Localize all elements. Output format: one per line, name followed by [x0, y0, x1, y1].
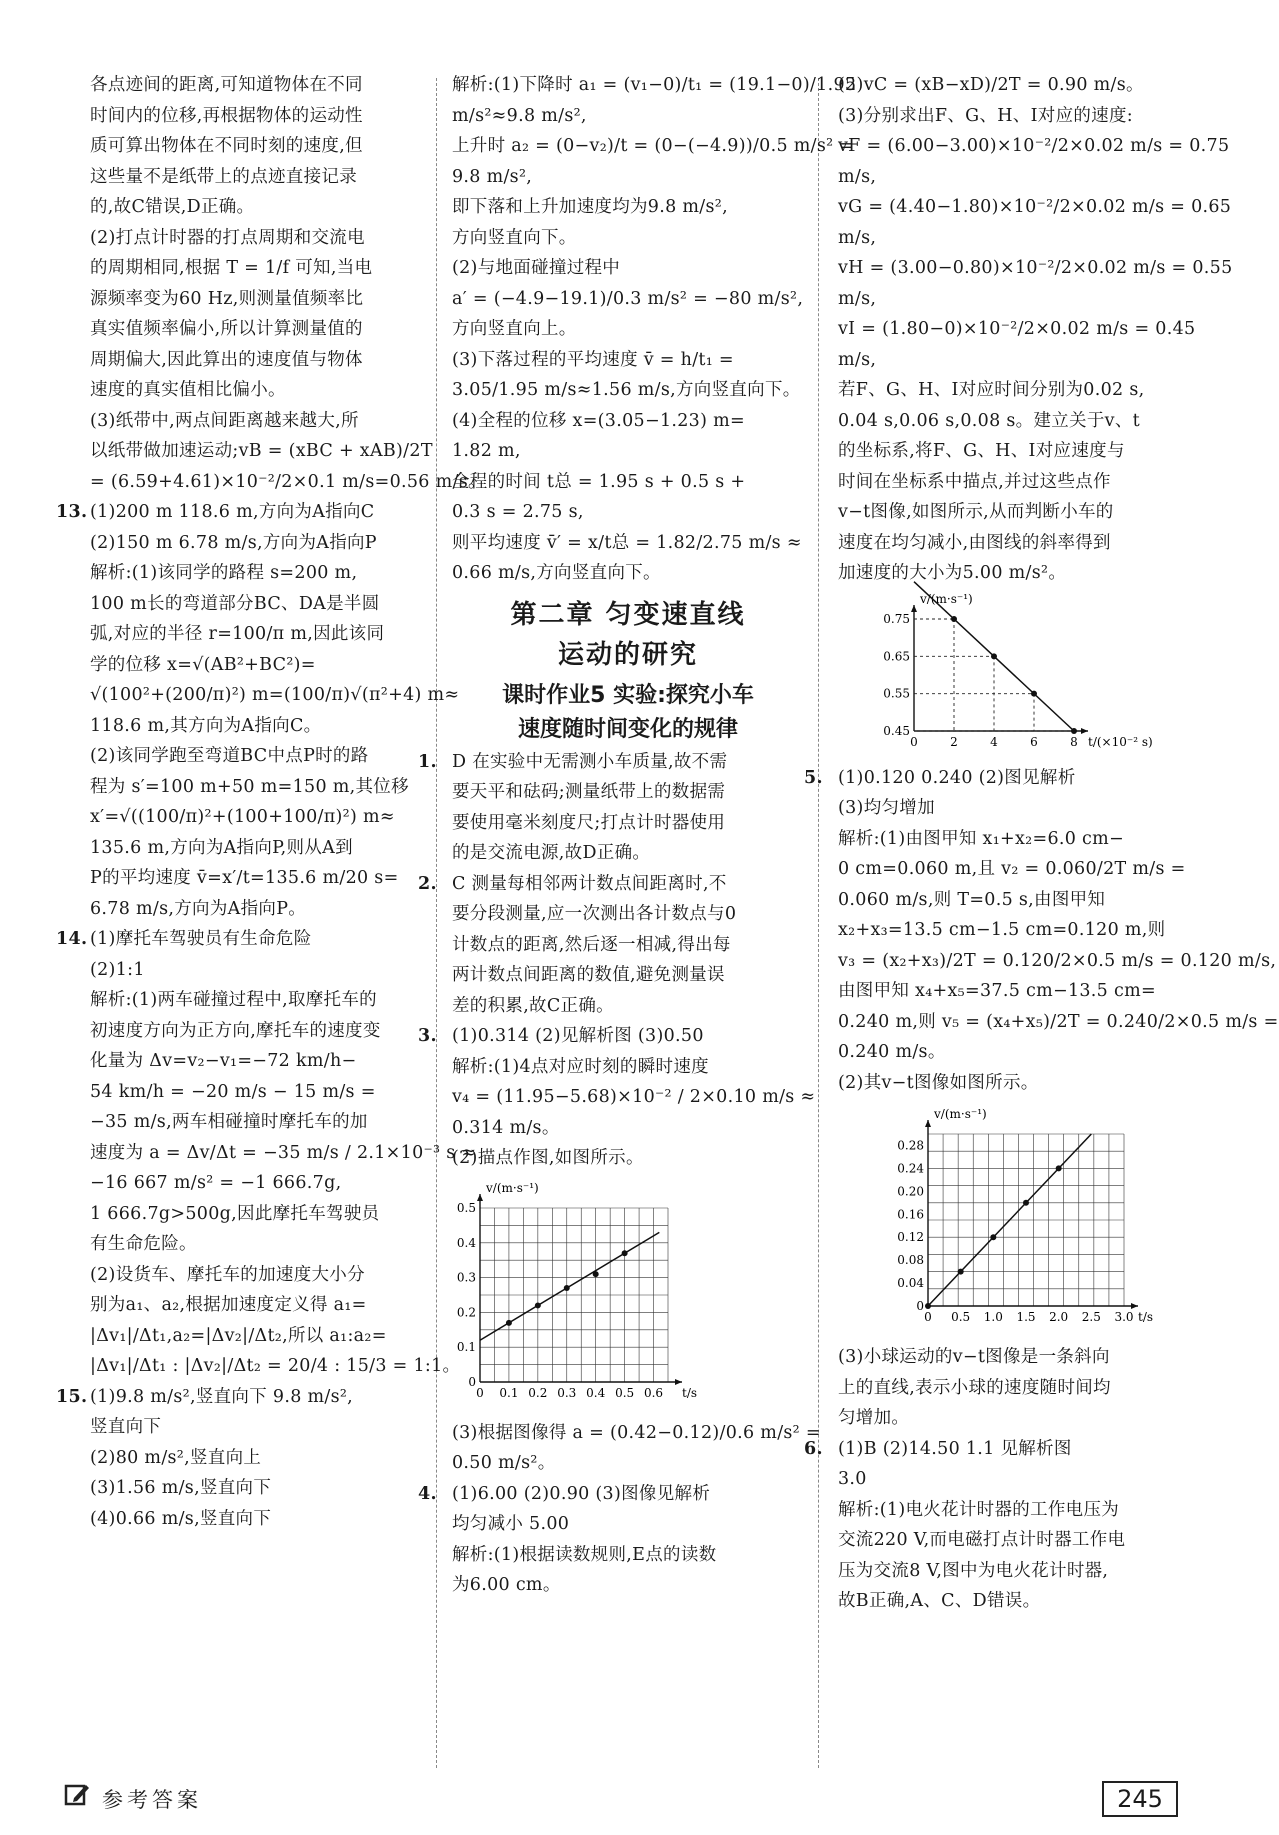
text-line — [90, 985, 420, 1016]
chapter-title-line-2: 运动的研究 — [557, 639, 698, 670]
text-line: 1. D 在实验中无需测小车质量,故不需 — [418, 751, 728, 772]
y-axis-label: v/(m·s⁻¹) — [934, 1107, 987, 1121]
text-line: a′ = (−4.9−19.1)/0.3 m/s² = −80 m/s², — [452, 288, 804, 309]
line-text: 解析:(1)两车碰撞过程中,取摩托车的 — [90, 990, 377, 1010]
text-line: m/s, — [838, 288, 877, 309]
text-line — [452, 1052, 804, 1083]
line-text: 为6.00 cm。 — [452, 1575, 561, 1595]
line-text: (2)设货车、摩托车的加速度大小分 — [90, 1264, 365, 1285]
question-6 — [804, 1434, 1188, 1617]
text-line — [452, 1113, 804, 1144]
text-line: = (6.59+4.61)×10⁻²/2×0.1 m/s=0.56 m/s。 — [90, 471, 486, 492]
line-text: 化量为 Δv=v₂−v₁=−72 km/h− — [90, 1051, 357, 1071]
text-line: 则平均速度 v̄′ = x/t总 = 1.82/2.75 m/s ≈ — [452, 532, 802, 553]
text-line: 方向竖直向上。 — [452, 319, 577, 339]
line-text: 解析:(1)该同学的路程 s=200 m, — [90, 563, 358, 583]
line-text: 程为 s′=100 m+50 m=150 m,其位移 — [90, 776, 409, 797]
data-point — [990, 1234, 996, 1240]
y-tick-label: 0.3 — [456, 1270, 476, 1285]
line-text: 速度为 a = Δv/Δt = −35 m/s / 2.1×10⁻³ s ≈ — [90, 1142, 477, 1163]
line-text: v₃ = (x₂+x₃)/2T = 0.120/2×0.5 m/s = 0.120 m/s, — [838, 950, 1277, 971]
text-line — [90, 741, 420, 772]
text-line — [90, 955, 420, 986]
text-line: m/s, — [838, 227, 877, 248]
text-line: vG = (4.40−1.80)×10⁻²/2×0.02 m/s = 0.65 — [838, 197, 1232, 217]
line-text: 要使用毫米刻度尺;打点计时器使用 — [452, 812, 726, 833]
text-line — [90, 650, 420, 681]
text-line: 解析:(1)下降时 a₁ = (v₁−0)/t₁ = (19.1−0)/1.95 — [452, 75, 857, 95]
text-line — [838, 915, 1188, 946]
x-tick-label: 0 — [476, 1385, 484, 1400]
text-line: 9.8 m/s², — [452, 166, 533, 187]
text-line: 0.3 s = 2.75 s, — [452, 502, 584, 522]
line-text: 1 666.7g>500g,因此摩托车驾驶员 — [90, 1203, 380, 1224]
data-point — [622, 1250, 628, 1256]
text-line: 0.50 m/s²。 — [452, 1453, 556, 1473]
text-line: (3)根据图像得 a = (0.42−0.12)/0.6 m/s² = — [452, 1422, 821, 1443]
text-line: 即下落和上升加速度均为9.8 m/s², — [452, 197, 728, 217]
text-line — [452, 960, 804, 991]
x-axis-arrow — [675, 1379, 682, 1385]
line-text: 学的位移 x=√(AB²+BC²)= — [90, 654, 316, 675]
line-text: (3)均匀增加 — [838, 798, 935, 818]
line-text: 别为a₁、a₂,根据加速度定义得 a₁= — [90, 1295, 367, 1315]
text-line: 3. (1)0.314 (2)见解析图 (3)0.50 — [418, 1026, 704, 1046]
line-text: 均匀减小 5.00 — [452, 1514, 570, 1534]
data-point — [951, 616, 957, 622]
line-text: 解析:(1)4点对应时刻的瞬时速度 — [452, 1056, 709, 1077]
line-text: (2)150 m 6.78 m/s,方向为A指向P — [90, 532, 377, 553]
text-line: 速度的真实值相比偏小。 — [90, 380, 286, 400]
data-point — [925, 1303, 931, 1309]
text-line — [452, 1082, 816, 1113]
y-tick-label: 0.55 — [883, 686, 910, 701]
text-line: 方向竖直向下。 — [452, 227, 577, 248]
y-axis-arrow — [911, 605, 917, 612]
y-tick-label: 0 — [468, 1374, 476, 1389]
data-point — [506, 1319, 512, 1325]
text-line: m/s, — [838, 349, 877, 370]
text-line: 这些量不是纸带上的点迹直接记录 — [90, 166, 357, 187]
x-tick-label: 6 — [1030, 734, 1038, 749]
line-text: (2)该同学跑至弯道BC中点P时的路 — [90, 746, 369, 766]
text-line: 上升时 a₂ = (0−v₂)/t = (0−(−4.9))/0.5 m/s² = — [452, 136, 855, 156]
data-point — [593, 1271, 599, 1277]
text-line: 的,故C错误,D正确。 — [90, 197, 255, 217]
text-line — [90, 772, 420, 803]
y-tick-label: 0.75 — [883, 611, 910, 626]
x-tick-label: 3.0 — [1114, 1310, 1134, 1324]
text-line — [90, 1107, 420, 1138]
text-line: 上的直线,表示小球的速度随时间均 — [838, 1377, 1111, 1398]
line-text: |Δv₁|/Δt₁,a₂=|Δv₂|/Δt₂,所以 a₁:a₂= — [90, 1325, 387, 1346]
text-line: (3)纸带中,两点间距离越来越大,所 — [90, 410, 359, 431]
x-tick-label: 2.5 — [1081, 1310, 1101, 1324]
x-tick-label: 8 — [1070, 734, 1078, 749]
line-text: C 测量每相邻两计数点间距离时,不 — [452, 873, 727, 894]
text-line — [90, 589, 420, 620]
text-line — [90, 1321, 420, 1352]
chart-q3-vt-graph — [432, 1180, 698, 1412]
data-point — [1056, 1165, 1062, 1171]
text-line: 质可算出物体在不同时刻的速度,但 — [90, 136, 363, 156]
text-line — [452, 1143, 804, 1174]
x-tick-label: 0.3 — [557, 1385, 577, 1400]
line-text: 要分段测量,应一次测出各计数点与0 — [452, 904, 737, 924]
data-point — [1071, 728, 1077, 734]
line-text: x′=√((100/π)²+(100+100/π)²) m≈ — [90, 807, 395, 827]
line-text: 差的积累,故C正确。 — [452, 995, 614, 1016]
line-text: (1)9.8 m/s²,竖直向下 9.8 m/s², — [90, 1386, 354, 1407]
text-line — [90, 528, 420, 559]
text-line — [838, 1007, 1279, 1038]
line-text: 有生命危险。 — [90, 1234, 197, 1254]
text-line: vI = (1.80−0)×10⁻²/2×0.02 m/s = 0.45 — [838, 319, 1196, 339]
y-tick-label: 0.16 — [897, 1207, 924, 1222]
line-text: 54 km/h = −20 m/s − 15 m/s = — [90, 1081, 376, 1102]
text-line: 2. C 测量每相邻两计数点间距离时,不 — [418, 873, 727, 894]
text-line — [90, 802, 420, 833]
text-line — [90, 711, 420, 742]
text-line — [838, 1068, 1188, 1099]
y-tick-label: 0.5 — [456, 1200, 476, 1215]
line-text: 弧,对应的半径 r=100/π m,因此该同 — [90, 624, 385, 644]
question-5 — [804, 763, 1279, 1099]
line-text: 0.240 m,则 v₅ = (x₄+x₅)/2T = 0.240/2×0.5 m/s = — [838, 1011, 1279, 1032]
footer-label: 参考答案 — [102, 1788, 202, 1812]
y-tick-label: 0.1 — [456, 1339, 476, 1354]
data-point — [535, 1302, 541, 1308]
text-line: 3.05/1.95 m/s≈1.56 m/s,方向竖直向下。 — [452, 380, 801, 400]
x-tick-label: 0.1 — [499, 1385, 519, 1400]
line-text: (1)200 m 118.6 m,方向为A指向C — [90, 502, 375, 522]
text-line — [90, 1260, 420, 1291]
text-line: (2)与地面碰撞过程中 — [452, 258, 621, 278]
x-tick-label: 1.5 — [1016, 1310, 1036, 1324]
line-text: |Δv₁|/Δt₁ : |Δv₂|/Δt₂ = 20/4 : 15/3 = 1:1。 — [90, 1356, 461, 1376]
text-line — [90, 1016, 420, 1047]
text-line — [452, 838, 804, 869]
chapter-title-line-1: 第二章 匀变速直线 — [510, 599, 746, 630]
text-line — [90, 894, 420, 925]
y-axis-label: v/(m·s⁻¹) — [920, 591, 973, 606]
text-line: (3)小球运动的v−t图像是一条斜向 — [838, 1347, 1110, 1367]
question-5-continued — [838, 1342, 1188, 1434]
chart-q4-vt-graph — [868, 591, 1153, 757]
col3-text — [838, 70, 1233, 589]
column-1 — [56, 70, 486, 1534]
text-line — [90, 1290, 420, 1321]
text-line — [90, 1199, 420, 1230]
text-line — [90, 833, 420, 864]
line-text: (1)0.120 0.240 (2)图见解析 — [838, 767, 1076, 788]
text-line: 15. (1)9.8 m/s²,竖直向下 9.8 m/s², — [56, 1386, 354, 1407]
x-tick-label: 0.2 — [528, 1385, 548, 1400]
text-line: v−t图像,如图所示,从而判断小车的 — [838, 502, 1114, 522]
text-line: (3)下落过程的平均速度 v̄ = h/t₁ = — [452, 349, 734, 370]
column-divider-1 — [436, 78, 437, 1768]
question-4 — [418, 1479, 804, 1601]
line-text: 0.314 m/s。 — [452, 1117, 560, 1138]
text-line: 的周期相同,根据 T = 1/f 可知,当电 — [90, 258, 373, 278]
text-line: 4. (1)6.00 (2)0.90 (3)图像见解析 — [418, 1483, 711, 1504]
text-line — [838, 946, 1277, 977]
line-text: v₄ = (11.95−5.68)×10⁻² / 2×0.10 m/s ≈ — [452, 1087, 816, 1107]
x-axis-label: t/(×10⁻² s) — [1088, 734, 1153, 749]
text-line — [90, 1443, 420, 1474]
text-line — [452, 1540, 804, 1571]
line-text: 118.6 m,其方向为A指向C。 — [90, 715, 322, 736]
line-text: 初速度方向为正方向,摩托车的速度变 — [90, 1020, 381, 1041]
text-line: 真实值频率偏小,所以计算测量值的 — [90, 319, 363, 339]
pencil-icon — [64, 1782, 90, 1808]
text-line: (2)打点计时器的打点周期和交流电 — [90, 227, 365, 248]
text-line: 6. (1)B (2)14.50 1.1 见解析图 — [804, 1438, 1072, 1459]
text-line: 加速度的大小为5.00 m/s²。 — [838, 563, 1067, 583]
text-line — [838, 1525, 1188, 1556]
question-13 — [56, 497, 460, 924]
text-line — [838, 1495, 1188, 1526]
y-tick-label: 0.28 — [897, 1138, 924, 1153]
text-line: (2)vC = (xB−xD)/2T = 0.90 m/s。 — [838, 75, 1144, 95]
question-15 — [56, 1382, 420, 1535]
data-point — [958, 1269, 964, 1275]
line-text: 竖直向下 — [90, 1417, 162, 1437]
x-tick-label: 0.4 — [586, 1385, 606, 1400]
text-line: (3)分别求出F、G、H、I对应的速度: — [838, 105, 1133, 126]
text-line — [90, 1138, 477, 1169]
line-text: 交流220 V,而电磁打点计时器工作电 — [838, 1530, 1126, 1550]
x-tick-label: 0 — [924, 1310, 932, 1324]
text-line: 13. (1)200 m 118.6 m,方向为A指向C — [56, 502, 375, 522]
line-text: 解析:(1)根据读数规则,E点的读数 — [452, 1544, 717, 1565]
text-line: 时间内的位移,再根据物体的运动性 — [90, 105, 363, 126]
line-text: (1)B (2)14.50 1.1 见解析图 — [838, 1438, 1072, 1459]
text-line: 1.82 m, — [452, 441, 521, 461]
data-point — [1023, 1200, 1029, 1206]
text-line: 匀增加。 — [838, 1408, 910, 1428]
text-line — [838, 824, 1188, 855]
text-line: 全程的时间 t总 = 1.95 s + 0.5 s + — [452, 471, 746, 492]
y-tick-label: 0.12 — [897, 1230, 924, 1245]
text-line: 的坐标系,将F、G、H、I对应速度与 — [838, 441, 1125, 461]
x-tick-label: 0.5 — [615, 1385, 635, 1400]
line-text: 0 cm=0.060 m,且 v₂ = 0.060/2T m/s = — [838, 859, 1186, 879]
question-3-continued — [452, 1418, 821, 1479]
line-text: 要天平和砝码;测量纸带上的数据需 — [452, 782, 726, 802]
text-line — [90, 1473, 420, 1504]
line-text: (1)6.00 (2)0.90 (3)图像见解析 — [452, 1483, 711, 1504]
text-line — [838, 854, 1188, 885]
y-axis-label: v/(m·s⁻¹) — [486, 1180, 539, 1195]
y-tick-label: 0.65 — [883, 648, 910, 663]
question-2 — [418, 869, 804, 1022]
text-line — [838, 1037, 1188, 1068]
x-tick-label: 2 — [950, 734, 958, 749]
line-text: 两计数点间距离的数值,避免测量误 — [452, 965, 725, 985]
text-line — [452, 991, 804, 1022]
line-text: 6.78 m/s,方向为A指向P。 — [90, 898, 307, 919]
data-point — [991, 653, 997, 659]
line-text: 0.240 m/s。 — [838, 1042, 946, 1062]
line-text: −35 m/s,两车相碰撞时摩托车的加 — [90, 1112, 368, 1132]
line-text: (2)1:1 — [90, 959, 145, 980]
x-tick-label: 2.0 — [1049, 1310, 1069, 1324]
line-text: (4)0.66 m/s,竖直向下 — [90, 1508, 272, 1529]
text-line — [452, 777, 804, 808]
text-line: 14. (1)摩托车驾驶员有生命危险 — [56, 929, 312, 949]
text-line: 0.66 m/s,方向竖直向下。 — [452, 563, 661, 583]
y-tick-label: 0.20 — [897, 1184, 924, 1199]
line-text: x₂+x₃=13.5 cm−1.5 cm=0.120 m,则 — [838, 920, 1166, 940]
text-line: 以纸带做加速运动;vB = (xBC + xAB)/2T — [90, 441, 433, 461]
line-text: (2)描点作图,如图所示。 — [452, 1148, 644, 1168]
text-line — [838, 1556, 1188, 1587]
section-title-line-1: 课时作业5 实验:探究小车 — [502, 682, 754, 708]
y-tick-label: 0.4 — [456, 1235, 476, 1250]
text-line — [90, 558, 420, 589]
y-axis-arrow — [925, 1120, 931, 1127]
line-text: 解析:(1)电火花计时器的工作电压为 — [838, 1499, 1120, 1520]
line-text: √(100²+(200/π)²) m=(100/π)√(π²+4) m≈ — [90, 685, 460, 705]
text-line — [90, 1351, 461, 1382]
y-tick-label: 0.45 — [883, 723, 910, 738]
line-text: 由图甲知 x₄+x₅=37.5 cm−13.5 cm= — [838, 981, 1156, 1001]
y-tick-label: 0.24 — [897, 1161, 924, 1176]
text-line — [452, 899, 804, 930]
text-line — [90, 1229, 420, 1260]
text-line: 速度在均匀减小,由图线的斜率得到 — [838, 532, 1111, 553]
text-line: 各点迹间的距离,可知道物体在不同 — [90, 75, 363, 95]
line-text: 3.0 — [838, 1469, 867, 1489]
line-text: −16 667 m/s² = −1 666.7g, — [90, 1173, 342, 1193]
text-line: 若F、G、H、I对应时间分别为0.02 s, — [838, 380, 1145, 400]
x-axis-arrow — [1081, 728, 1088, 734]
x-axis-arrow — [1131, 1303, 1138, 1309]
question-1 — [418, 747, 804, 869]
line-text: (1)摩托车驾驶员有生命危险 — [90, 929, 312, 949]
line-text: D 在实验中无需测小车质量,故不需 — [452, 751, 728, 772]
y-tick-label: 0.04 — [897, 1276, 924, 1291]
line-text: 135.6 m,方向为A指向P,则从A到 — [90, 837, 353, 858]
text-line: (4)全程的位移 x=(3.05−1.23) m= — [452, 410, 745, 431]
text-line — [452, 1509, 804, 1540]
text-line — [90, 1504, 420, 1535]
text-line — [838, 793, 1188, 824]
line-text: 压为交流8 V,图中为电火花计时器, — [838, 1560, 1109, 1581]
text-line — [90, 863, 420, 894]
text-line: 周期偏大,因此算出的速度值与物体 — [90, 349, 363, 370]
col2-text — [452, 70, 857, 589]
line-text: (3)1.56 m/s,竖直向下 — [90, 1478, 272, 1498]
text-line — [838, 1464, 1188, 1495]
text-line: vF = (6.00−3.00)×10⁻²/2×0.02 m/s = 0.75 — [838, 136, 1230, 156]
col1-text — [90, 70, 486, 497]
line-text: 0.060 m/s,则 T=0.5 s,由图甲知 — [838, 889, 1106, 910]
text-line: vH = (3.00−0.80)×10⁻²/2×0.02 m/s = 0.55 — [838, 258, 1233, 278]
text-line: 时间在坐标系中描点,并过这些点作 — [838, 471, 1111, 492]
column-3 — [804, 70, 1279, 1617]
text-line — [90, 680, 460, 711]
y-tick-label: 0.2 — [456, 1304, 476, 1319]
x-tick-label: 0 — [910, 734, 918, 749]
x-tick-label: 0.5 — [951, 1310, 971, 1324]
line-text: 故B正确,A、C、D错误。 — [838, 1591, 1041, 1611]
line-text: (1)0.314 (2)见解析图 (3)0.50 — [452, 1026, 704, 1046]
line-text: (2)其v−t图像如图所示。 — [838, 1072, 1039, 1093]
x-axis-label: t/s — [1138, 1310, 1154, 1324]
text-line — [90, 1412, 420, 1443]
text-line: m/s²≈9.8 m/s², — [452, 105, 587, 126]
text-line: 源频率变为60 Hz,则测量值频率比 — [90, 288, 364, 309]
chart-q5-vt-graph — [878, 1106, 1158, 1336]
page-number: 245 — [1102, 1781, 1178, 1817]
text-line — [838, 1586, 1188, 1617]
text-line — [838, 885, 1188, 916]
question-3 — [418, 1021, 816, 1174]
x-tick-label: 1.0 — [983, 1310, 1003, 1324]
column-divider-2 — [818, 78, 819, 1768]
text-line — [452, 808, 804, 839]
y-tick-label: 0 — [916, 1299, 924, 1313]
y-tick-label: 0.08 — [897, 1253, 924, 1268]
y-axis-arrow — [477, 1194, 483, 1201]
text-line — [452, 930, 804, 961]
line-text: 计数点的距离,然后逐一相减,得出每 — [452, 934, 731, 955]
text-line — [452, 1570, 804, 1601]
data-point — [564, 1285, 570, 1291]
text-line — [838, 976, 1188, 1007]
column-2 — [418, 70, 857, 1601]
line-text: 解析:(1)由图甲知 x₁+x₂=6.0 cm− — [838, 828, 1124, 849]
text-line: 5. (1)0.120 0.240 (2)图见解析 — [804, 767, 1076, 788]
section-title-line-2: 速度随时间变化的规律 — [517, 716, 738, 742]
text-line — [90, 1168, 420, 1199]
line-text: 的是交流电源,故D正确。 — [452, 843, 651, 863]
x-axis-label: t/s — [682, 1385, 698, 1400]
line-text: (2)80 m/s²,竖直向上 — [90, 1447, 262, 1468]
data-point — [1031, 690, 1037, 696]
x-tick-label: 0.6 — [643, 1385, 664, 1400]
x-tick-label: 4 — [990, 734, 998, 749]
text-line: 0.04 s,0.06 s,0.08 s。建立关于v、t — [838, 410, 1140, 431]
text-line — [90, 619, 420, 650]
text-line — [90, 1046, 420, 1077]
text-line: m/s, — [838, 166, 877, 187]
text-line — [90, 1077, 420, 1108]
line-text: 100 m长的弯道部分BC、DA是半圆 — [90, 593, 380, 614]
line-text: P的平均速度 v̄=x′/t=135.6 m/20 s= — [90, 868, 399, 888]
